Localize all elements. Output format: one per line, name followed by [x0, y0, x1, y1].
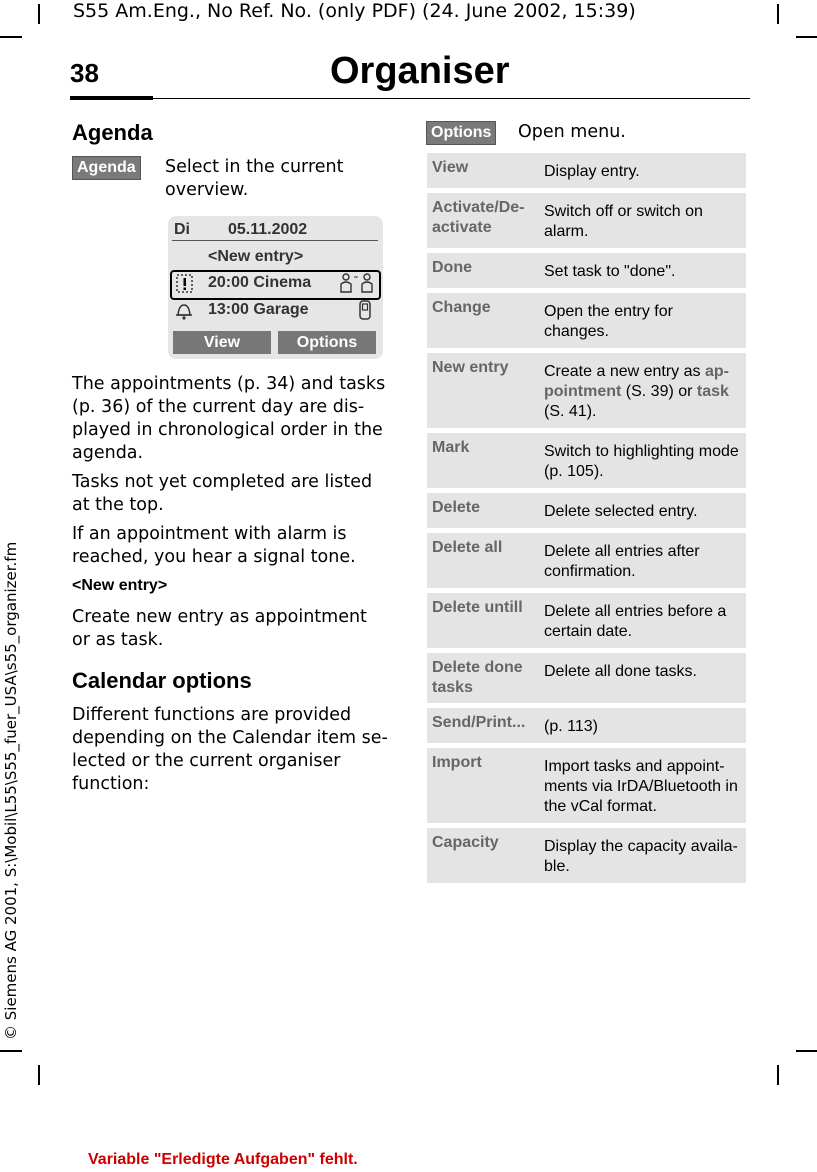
option-description: Import tasks and appoint-ments via IrDA/Bluetooth in the vCal format. — [544, 758, 738, 815]
copyright-side-note: © Siemens AG 2001, S:\Mobil\L55\S55_fuer_USA\s55_organizer.fm — [2, 541, 20, 1040]
option-description: Display the capacity availa-ble. — [544, 838, 738, 875]
option-name: Delete untill — [432, 599, 523, 616]
desc-text: Create a new entry as — [544, 363, 705, 380]
option-name: Activate/De-activate — [432, 199, 525, 236]
table-row — [427, 433, 746, 493]
svg-text:'': '' — [354, 275, 358, 284]
header-rule-accent — [70, 96, 153, 100]
table-row — [427, 293, 746, 353]
option-description: Delete all done tasks. — [544, 663, 697, 680]
option-description: Delete all entries after confirmation. — [544, 543, 700, 580]
crop-mark — [0, 36, 22, 38]
paragraph-new-entry: Create new entry as appointment or as task. — [72, 607, 367, 650]
option-name: Delete done tasks — [432, 659, 523, 696]
table-row — [427, 193, 746, 253]
table-row — [427, 253, 746, 293]
task-icon — [174, 274, 196, 292]
table-row — [427, 748, 746, 828]
option-description: Switch off or switch on alarm. — [544, 203, 703, 240]
desc-text: (S. 39) or — [621, 383, 697, 400]
option-name: Change — [432, 299, 491, 316]
option-description: Delete all entries before a certain date. — [544, 603, 727, 640]
desc-text: (S. 41). — [544, 403, 597, 420]
crop-mark — [796, 36, 817, 38]
option-description: Display entry. — [544, 163, 640, 180]
phone-display — [168, 216, 383, 359]
phone-options-button[interactable]: Options — [278, 331, 376, 354]
agenda-heading: Agenda — [72, 120, 153, 145]
phone-date: 05.11.2002 — [228, 221, 308, 238]
options-table — [427, 153, 746, 888]
crop-mark — [777, 4, 779, 24]
options-softkey: Options — [426, 121, 496, 145]
crop-mark — [38, 4, 40, 24]
crop-mark — [0, 1050, 22, 1052]
option-name: Capacity — [432, 834, 499, 851]
page-number: 38 — [70, 58, 99, 88]
table-row — [427, 353, 746, 433]
table-row — [427, 708, 746, 748]
option-description: Delete selected entry. — [544, 503, 698, 520]
phone-device-icon — [358, 300, 372, 325]
option-name: Done — [432, 259, 472, 276]
meeting-icon — [339, 272, 375, 299]
phone-entry-cinema: 20:00 Cinema — [208, 274, 312, 291]
missing-variable-warning: Variable "Erledigte Aufgaben" fehlt. — [88, 1151, 358, 1168]
crop-mark — [777, 1065, 779, 1085]
header-rule — [70, 98, 750, 99]
phone-day: Di — [174, 221, 190, 238]
paragraph-appointments: The appointments (p. 34) and tasks (p. 36) of the current day are displayed in chronological order in the agenda. — [72, 374, 386, 463]
table-row — [427, 828, 746, 888]
bell-icon — [173, 301, 195, 326]
paragraph-alarm: If an appointment with alarm is reached, you hear a signal tone. — [72, 524, 356, 567]
file-info-line: S55 Am.Eng., No Ref. No. (only PDF) (24. June 2002, 15:39) — [73, 0, 636, 22]
crop-mark — [38, 1065, 40, 1085]
option-name: Delete — [432, 499, 481, 516]
phone-new-entry: <New entry> — [208, 248, 304, 265]
phone-entry-garage: 13:00 Garage — [208, 301, 309, 318]
new-entry-label: <New entry> — [72, 577, 168, 594]
option-description — [540, 353, 746, 428]
option-name: Delete all — [432, 539, 503, 556]
crop-mark — [796, 1050, 817, 1052]
calendar-options-heading: Calendar options — [72, 668, 252, 693]
option-name: View — [432, 159, 469, 176]
option-description: Open the entry for changes. — [544, 303, 673, 340]
appointment-link: ap-pointment — [544, 363, 729, 400]
table-row — [427, 153, 746, 193]
phone-view-button[interactable]: View — [173, 331, 271, 354]
agenda-softkey: Agenda — [72, 156, 141, 180]
paragraph-tasks: Tasks not yet completed are listed at the top. — [72, 472, 373, 515]
option-name: Send/Print... — [432, 714, 526, 731]
table-row — [427, 533, 746, 593]
option-name: Mark — [432, 439, 470, 456]
agenda-key-description: Select in the current overview. — [165, 157, 344, 200]
task-link: task — [696, 383, 729, 400]
paragraph-calendar-options: Different functions are provided depending on the Calendar item selected or the current organiser function: — [72, 705, 388, 794]
option-description: Set task to "done". — [544, 263, 676, 280]
table-row — [427, 593, 746, 653]
option-description: Switch to highlighting mode (p. 105). — [544, 443, 739, 480]
options-key-description: Open menu. — [518, 122, 626, 142]
option-name: Import — [432, 754, 482, 771]
table-row — [427, 653, 746, 708]
option-description: (p. 113) — [544, 718, 598, 735]
option-name: New entry — [432, 359, 509, 376]
phone-divider — [172, 240, 378, 241]
page-title: Organiser — [330, 50, 510, 92]
table-row — [427, 493, 746, 533]
